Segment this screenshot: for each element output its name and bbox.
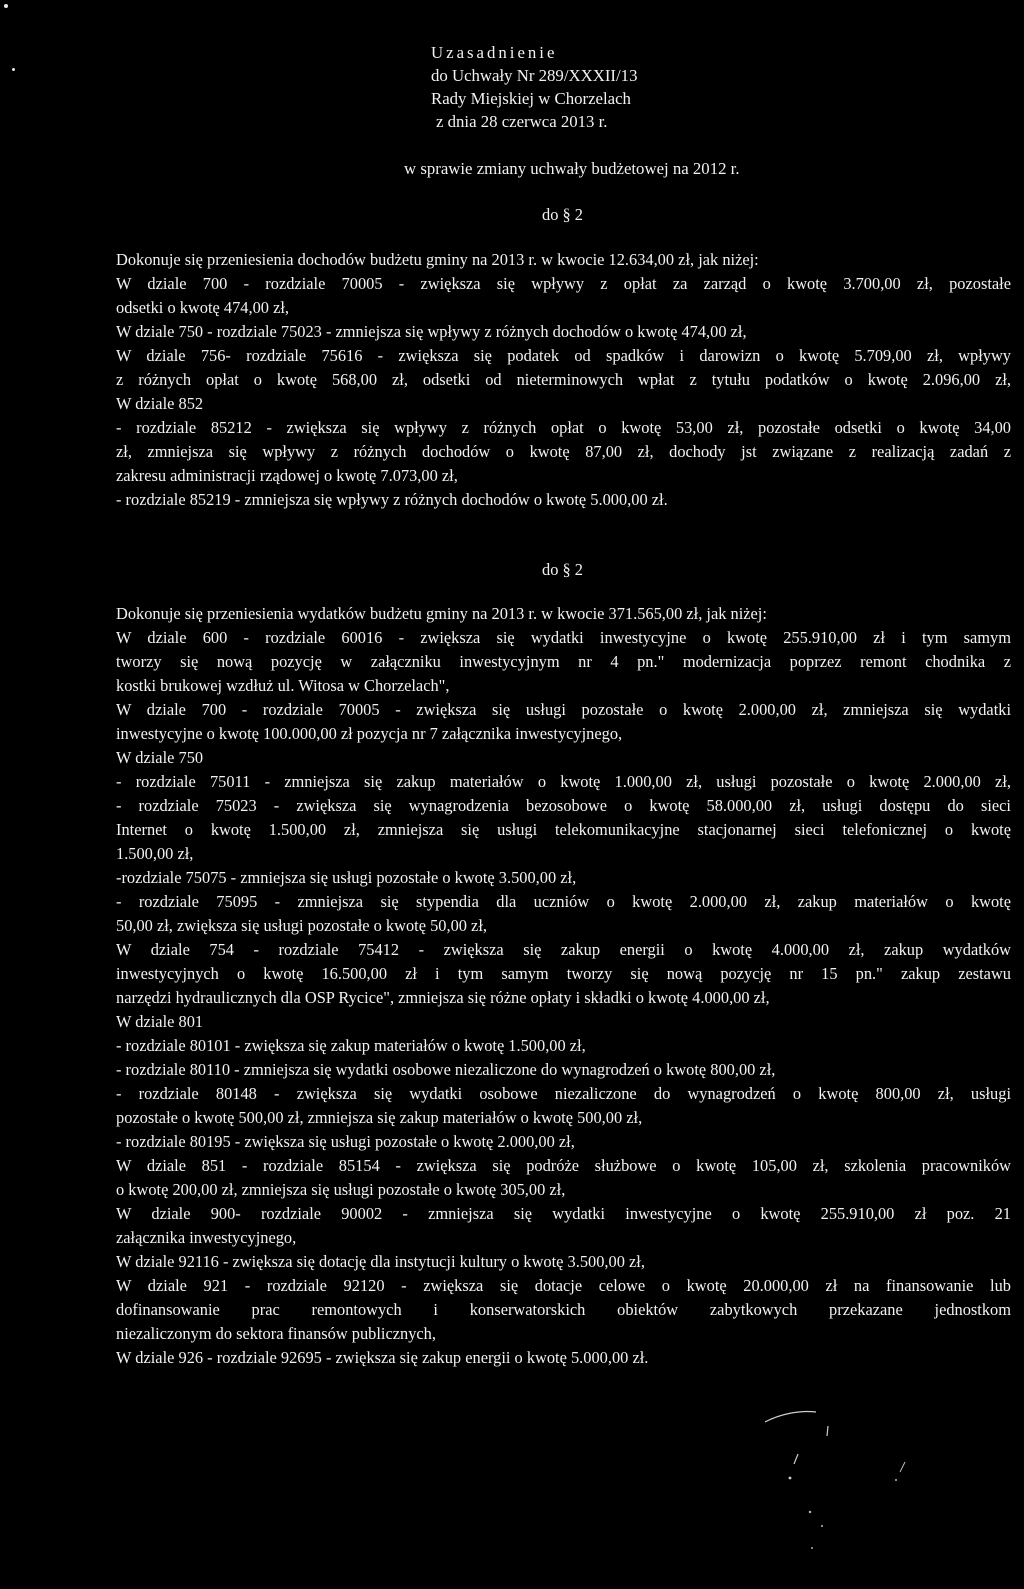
paragraph-line: W dziale 921 - rozdziale 92120 - zwiększa się dotacje celowe o kwotę 20.000,00 zł na finansowanie lub xyxy=(116,1276,1011,1295)
paragraph-line: W dziale 700 - rozdziale 70005 - zwiększa się wpływy z opłat za zarząd o kwotę 3.700,00 zł, pozostałe xyxy=(116,274,1011,293)
paragraph-line: inwestycyjne o kwotę 100.000,00 zł pozycja nr 7 załącznika inwestycyjnego, xyxy=(116,724,623,743)
paragraph-line: o kwotę 200,00 zł, zmniejsza się usługi pozostałe o kwotę 305,00 zł, xyxy=(116,1180,566,1199)
paragraph-line: zł, zmniejsza się wpływy z różnych dochodów o kwotę 87,00 zł, dochody jst związane z realizacją zadań z xyxy=(116,442,1011,461)
paragraph-line: tworzy się nową pozycję w załączniku inwestycyjnym nr 4 pn." modernizacja poprzez remont chodnika z xyxy=(116,652,1011,671)
paragraph-line: W dziale 750 xyxy=(116,748,204,767)
resolution-number: do Uchwały Nr 289/XXXII/13 xyxy=(431,66,638,85)
paragraph-line: odsetki o kwotę 474,00 zł, xyxy=(116,298,289,317)
document-title: Uzasadnienie xyxy=(431,43,558,62)
paragraph-line: - rozdziale 75095 - zmniejsza się stypendia dla uczniów o kwotę 2.000,00 zł, zakup materiałów o kwotę xyxy=(116,892,1011,911)
paragraph-line: zakresu administracji rządowej o kwotę 7.073,00 zł, xyxy=(116,466,458,485)
paragraph-line: Dokonuje się przeniesienia wydatków budżetu gminy na 2013 r. w kwocie 371.565,00 zł, jak niżej: xyxy=(116,604,767,623)
paragraph-line: W dziale 900- rozdziale 90002 - zmniejsza się wydatki inwestycyjne o kwotę 255.910,00 zł poz. 21 xyxy=(116,1204,1011,1223)
paragraph-line: Dokonuje się przeniesienia dochodów budżetu gminy na 2013 r. w kwocie 12.634,00 zł, jak niżej: xyxy=(116,250,759,269)
paragraph-line: - rozdziale 80195 - zwiększa się usługi pozostałe o kwotę 2.000,00 zł, xyxy=(116,1132,575,1151)
paragraph-line: - rozdziale 85212 - zwiększa się wpływy z różnych opłat o kwotę 53,00 zł, pozostałe odsetki o kwotę 34,00 xyxy=(116,418,1011,437)
paragraph-line: kostki brukowej wzdłuż ul. Witosa w Chorzelach", xyxy=(116,676,450,695)
resolution-date: z dnia 28 czerwca 2013 r. xyxy=(436,112,608,131)
paragraph-line: W dziale 801 xyxy=(116,1012,204,1031)
paragraph-line: W dziale 851 - rozdziale 85154 - zwiększa się podróże służbowe o kwotę 105,00 zł, szkolenia pracowników xyxy=(116,1156,1011,1175)
paragraph-line: niezaliczonym do sektora finansów publicznych, xyxy=(116,1324,436,1343)
paragraph-line: W dziale 754 - rozdziale 75412 - zwiększa się zakup energii o kwotę 4.000,00 zł, zakup wydatków xyxy=(116,940,1011,959)
signature-mark xyxy=(700,1400,930,1570)
paragraph-line: - rozdziale 75011 - zmniejsza się zakup materiałów o kwotę 1.000,00 zł, usługi pozostałe o kwotę 2.000,00 zł, xyxy=(116,772,1011,791)
paragraph-line: - rozdziale 75023 - zwiększa się wynagrodzenia bezosobowe o kwotę 58.000,00 zł, usługi dostępu do sieci xyxy=(116,796,1011,815)
section-heading: do § 2 xyxy=(542,560,583,579)
scan-speck xyxy=(4,4,8,8)
paragraph-line: - rozdziale 80148 - zwiększa się wydatki osobowe niezaliczone do wynagrodzeń o kwotę 800,00 zł, usługi xyxy=(116,1084,1011,1103)
paragraph-line: z różnych opłat o kwotę 568,00 zł, odsetki od nieterminowych wpłat z tytułu podatków o kwotę 2.096,00 zł, xyxy=(116,370,1011,389)
section-heading: do § 2 xyxy=(542,205,583,224)
paragraph-line: W dziale 926 - rozdziale 92695 - zwiększa się zakup energii o kwotę 5.000,00 zł. xyxy=(116,1348,649,1367)
paragraph-line: - rozdziale 80101 - zwiększa się zakup materiałów o kwotę 1.500,00 zł, xyxy=(116,1036,586,1055)
paragraph-line: Internet o kwotę 1.500,00 zł, zmniejsza się usługi telekomunikacyjne stacjonarnej sieci telefonicznej o kwotę xyxy=(116,820,1011,839)
document-subject: w sprawie zmiany uchwały budżetowej na 2012 r. xyxy=(404,159,740,178)
paragraph-line: W dziale 600 - rozdziale 60016 - zwiększa się wydatki inwestycyjne o kwotę 255.910,00 zł i tym samym xyxy=(116,628,1011,647)
paragraph-line: W dziale 756- rozdziale 75616 - zwiększa się podatek od spadków i darowizn o kwotę 5.709,00 zł, wpływy xyxy=(116,346,1011,365)
paragraph-line: W dziale 750 - rozdziale 75023 - zmniejsza się wpływy z różnych dochodów o kwotę 474,00 zł, xyxy=(116,322,747,341)
paragraph-line: dofinansowanie prac remontowych i konserwatorskich obiektów zabytkowych przekazane jednostkom xyxy=(116,1300,1011,1319)
paragraph-line: 50,00 zł, zwiększa się usługi pozostałe o kwotę 50,00 zł, xyxy=(116,916,487,935)
paragraph-line: inwestycyjnych o kwotę 16.500,00 zł i tym samym tworzy się nową pozycję nr 15 pn." zakup zestawu xyxy=(116,964,1011,983)
paragraph-line: - rozdziale 85219 - zmniejsza się wpływy z różnych dochodów o kwotę 5.000,00 zł. xyxy=(116,490,668,509)
paragraph-line: narzędzi hydraulicznych dla OSP Rycice", zmniejsza się różne opłaty i składki o kwotę 4.000,00 zł, xyxy=(116,988,770,1007)
paragraph-line: W dziale 92116 - zwiększa się dotację dla instytucji kultury o kwotę 3.500,00 zł, xyxy=(116,1252,645,1271)
paragraph-line: W dziale 852 xyxy=(116,394,204,413)
paragraph-line: załącznika inwestycyjnego, xyxy=(116,1228,297,1247)
paragraph-line: -rozdziale 75075 - zmniejsza się usługi pozostałe o kwotę 3.500,00 zł, xyxy=(116,868,577,887)
paragraph-line: pozostałe o kwotę 500,00 zł, zmniejsza się zakup materiałów o kwotę 500,00 zł, xyxy=(116,1108,643,1127)
paragraph-line: 1.500,00 zł, xyxy=(116,844,194,863)
paragraph-line: W dziale 700 - rozdziale 70005 - zwiększa się usługi pozostałe o kwotę 2.000,00 zł, zmniejsza się wydatki xyxy=(116,700,1011,719)
scan-speck xyxy=(12,68,15,71)
paragraph-line: - rozdziale 80110 - zmniejsza się wydatki osobowe niezaliczone do wynagrodzeń o kwotę 800,00 zł, xyxy=(116,1060,776,1079)
council-name: Rady Miejskiej w Chorzelach xyxy=(431,89,631,108)
